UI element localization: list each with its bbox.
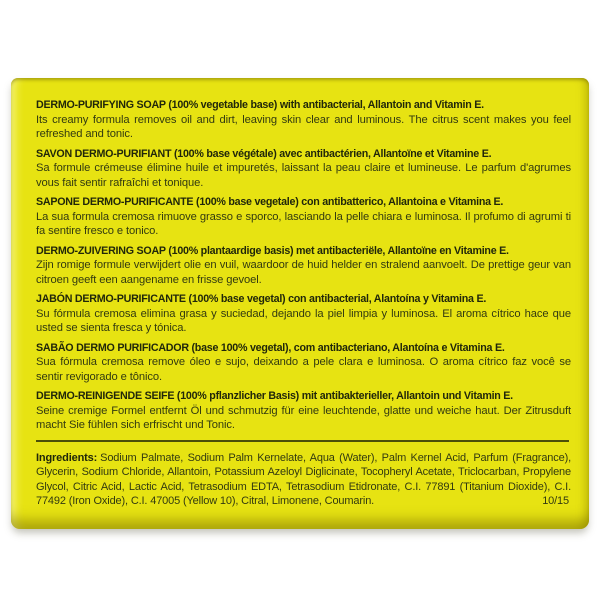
description-heading: SAVON DERMO-PURIFIANT (100% base végétale) avec antibactérien, Allantoïne et Vitamine E.: [36, 147, 492, 160]
description-heading: JABÓN DERMO-PURIFICANTE (100% base vegetal) con antibacterial, Alantoína y Vitamina E.: [36, 293, 487, 305]
soap-box-back-panel: [11, 78, 589, 529]
description-body: Its creamy formula removes oil and dirt, leaving skin clear and luminous. The citrus scent makes you feel refreshed and tonic.: [36, 113, 571, 140]
description-english: [36, 98, 571, 142]
ingredients-text: Sodium Palmate, Sodium Palm Kernelate, Aqua (Water), Palm Kernel Acid, Parfum (Fragrance), Glycerin, Sodium Chloride, Allantoin, Potassium Azeloyl Diglicinate, Tocopheryl Acetate, Triclocarban, Propylene Glycol, Citric Acid, Lactic Acid, Tetrasodium EDTA, Tetrasodium Etidronate, C.I. 77891 (Titanium Dioxide), C.I. 77492 (Iron Oxide), C.I. 47005 (Yellow 10), Citral, Limonene, Coumarin.: [36, 451, 571, 507]
ingredients-section: [36, 451, 571, 509]
description-body: Seine cremige Formel entfernt Öl und schmutzig für eine leuchtende, glatte und weiche haut. Der Zitrusduft macht Sie fühlen sich erfrischt und Tonic.: [36, 404, 571, 431]
description-heading: SAPONE DERMO-PURIFICANTE (100% base vegetale) con antibatterico, Allantoina e Vitamina E.: [36, 196, 504, 208]
batch-code: 10/15: [542, 495, 569, 507]
description-dutch: [36, 244, 571, 288]
description-spanish: [36, 292, 571, 336]
description-heading: DERMO-REINIGENDE SEIFE (100% pflanzlicher Basis) mit antibakterieller, Allantoin und Vitamin E.: [36, 390, 513, 402]
description-portuguese: [36, 341, 571, 385]
ingredients-divider-rule: [36, 440, 569, 442]
description-french: [36, 147, 571, 191]
description-italian: [36, 195, 571, 239]
description-body: Sa formule crémeuse élimine huile et impuretés, laissant la peau claire et lumineuse. Le parfum d'agrumes vous fait sentir rafraîchi et tonique.: [36, 162, 571, 189]
description-body: La sua formula cremosa rimuove grasso e sporco, lasciando la pelle chiara e luminosa. Il profumo di agrumi ti fa sentire fresco e tonico.: [36, 210, 571, 237]
description-body: Zijn romige formule verwijdert olie en vuil, waardoor de huid helder en stralend aanvoelt. De prettige geur van citroen geeft een aangename en frisse gevoel.: [36, 259, 571, 286]
description-body: Su fórmula cremosa elimina grasa y suciedad, dejando la piel limpia y luminosa. El aroma cítrico hace que usted se sienta fresca y tónica.: [36, 307, 571, 334]
description-german: [36, 389, 571, 433]
description-heading: DERMO-PURIFYING SOAP (100% vegetable base) with antibacterial, Allantoin and Vitamin E.: [36, 99, 484, 111]
description-heading: SABÃO DERMO PURIFICADOR (base 100% vegetal), com antibacteriano, Alantoína e Vitamina E.: [36, 341, 505, 354]
description-heading: DERMO-ZUIVERING SOAP (100% plantaardige basis) met antibacteriële, Allantoïne en Vitamine E.: [36, 244, 509, 257]
ingredients-label: Ingredients:: [36, 451, 98, 464]
description-body: Sua fórmula cremosa remove óleo e sujo, deixando a pele clara e luminosa. O aroma cítrico faz você se sentir revigorado e tônico.: [36, 356, 571, 383]
